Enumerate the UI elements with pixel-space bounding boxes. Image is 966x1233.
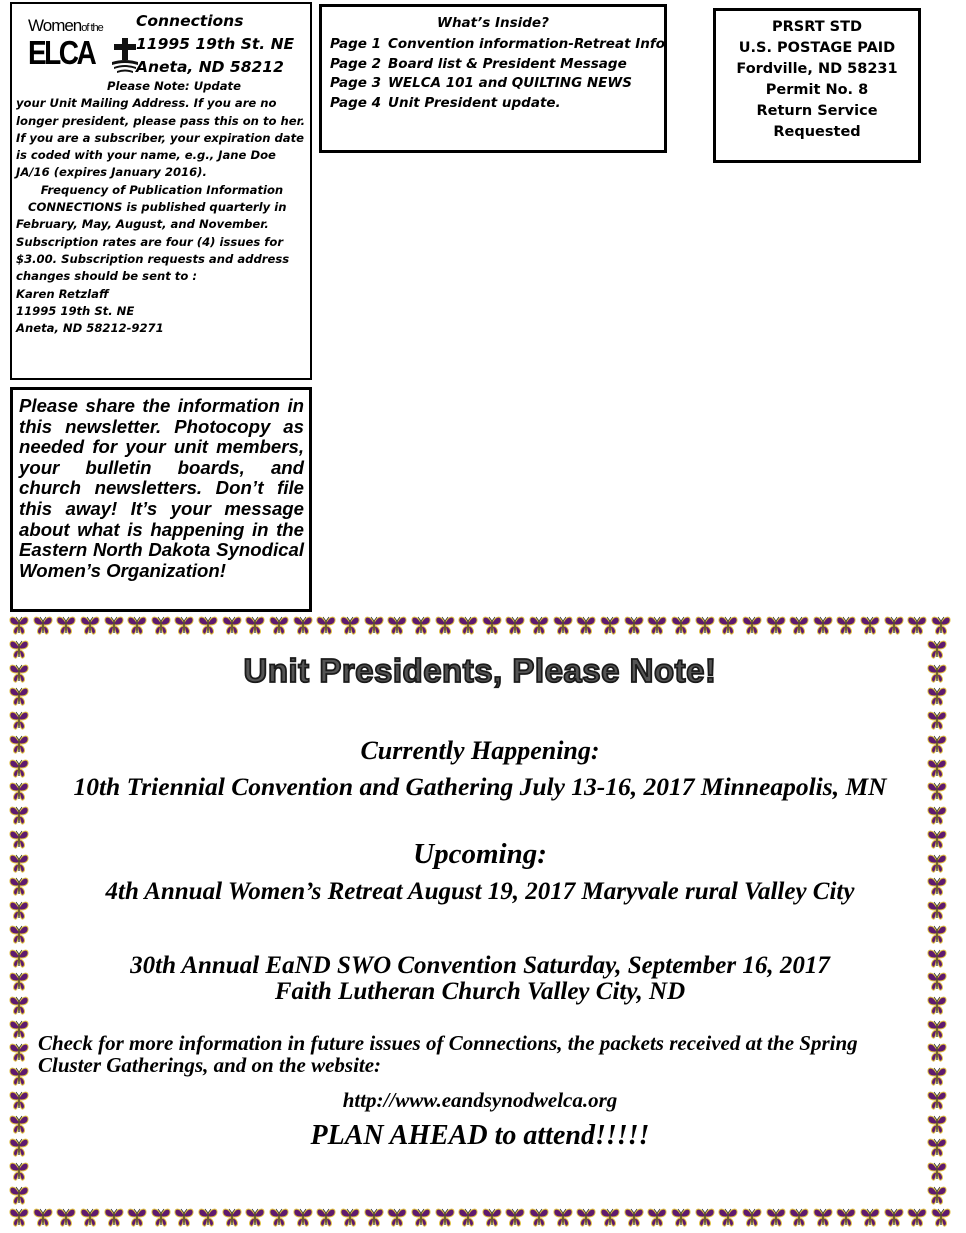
butterfly-icon (410, 614, 432, 636)
convention-event: 30th Annual EaND SWO Convention Saturday, September 16, 2017 (130, 952, 830, 979)
butterfly-icon (8, 970, 30, 992)
postage-paid: U.S. POSTAGE PAID (738, 40, 896, 56)
share-notice-text: Please share the information in this newsletter. Photocopy as needed for your unit members, your bulletin boards, and church newsletters. Don’t file this away! It’s your message about what is happening in the Eastern North Dakota Synodical Women’s Organization! (19, 395, 304, 581)
butterfly-icon (197, 614, 219, 636)
butterfly-icon (926, 662, 948, 684)
butterfly-icon (575, 1206, 597, 1228)
butterfly-icon (8, 828, 30, 850)
butterfly-icon (8, 1018, 30, 1040)
butterfly-icon (173, 614, 195, 636)
butterfly-icon (835, 614, 857, 636)
butterfly-icon (926, 828, 948, 850)
butterfly-icon (926, 1041, 948, 1063)
notice-title: Unit Presidents, Please Note! (243, 652, 717, 689)
butterfly-icon (386, 614, 408, 636)
butterfly-icon (481, 1206, 503, 1228)
butterfly-icon (646, 614, 668, 636)
butterfly-icon (788, 1206, 810, 1228)
butterfly-icon (926, 1065, 948, 1087)
postage-indicia-box (713, 8, 921, 163)
butterfly-icon (221, 1206, 243, 1228)
butterfly-icon (926, 1160, 948, 1182)
contact-address-line2: Aneta, ND 58212-9271 (16, 321, 164, 336)
butterfly-icon (79, 614, 101, 636)
butterfly-icon (79, 1206, 101, 1228)
butterfly-icon (741, 614, 763, 636)
butterfly-icon (434, 614, 456, 636)
butterfly-icon (55, 1206, 77, 1228)
butterfly-icon (599, 614, 621, 636)
butterfly-icon (268, 614, 290, 636)
frequency-heading: Frequency of Publication Information (40, 182, 284, 197)
contents-description: Board list & President Message (388, 55, 627, 72)
notice-content (38, 642, 922, 1202)
butterfly-icon (694, 614, 716, 636)
butterfly-icon (646, 1206, 668, 1228)
butterfly-icon (32, 614, 54, 636)
butterfly-icon (8, 662, 30, 684)
butterfly-icon (8, 1184, 30, 1206)
butterfly-icon (8, 685, 30, 707)
butterfly-icon (528, 1206, 550, 1228)
butterfly-icon (926, 757, 948, 779)
masthead-notice (16, 78, 308, 337)
butterfly-icon (926, 1089, 948, 1111)
contents-description: WELCA 101 and QUILTING NEWS (388, 75, 633, 91)
update-note-heading: Please Note: Update (107, 79, 241, 93)
butterfly-icon (926, 804, 948, 826)
butterfly-icon (292, 1206, 314, 1228)
butterfly-icon (623, 1206, 645, 1228)
butterfly-icon (8, 1089, 30, 1111)
contents-item (330, 55, 665, 75)
butterfly-icon (741, 1206, 763, 1228)
postage-indicia (716, 17, 918, 143)
butterfly-icon (926, 638, 948, 660)
butterfly-icon (8, 757, 30, 779)
butterfly-icon (623, 614, 645, 636)
butterfly-icon (926, 709, 948, 731)
butterfly-icon (244, 1206, 266, 1228)
butterfly-icon (926, 899, 948, 921)
masthead-address-line2: Aneta, ND 58212 (136, 58, 284, 76)
website-link[interactable]: http://www.eandsynodwelca.org (342, 1088, 618, 1112)
masthead-address-line1: 11995 19th St. NE (136, 35, 295, 53)
contents-item (330, 35, 665, 55)
butterfly-icon (8, 733, 30, 755)
whats-inside-box (319, 4, 667, 153)
butterfly-icon (575, 614, 597, 636)
convention-location: Faith Lutheran Church Valley City, ND (274, 978, 686, 1005)
butterfly-icon (150, 1206, 172, 1228)
butterfly-icon (363, 1206, 385, 1228)
butterfly-icon (926, 733, 948, 755)
butterfly-icon (8, 1206, 30, 1228)
plan-ahead-text: PLAN AHEAD to attend!!!!! (310, 1120, 650, 1151)
butterfly-icon (926, 970, 948, 992)
butterfly-icon (8, 1113, 30, 1135)
butterfly-icon (8, 1136, 30, 1158)
butterfly-icon (8, 709, 30, 731)
butterfly-icon (930, 614, 952, 636)
butterfly-icon (150, 614, 172, 636)
butterfly-icon (930, 1206, 952, 1228)
butterfly-icon (717, 1206, 739, 1228)
butterfly-icon (552, 614, 574, 636)
butterfly-icon (103, 614, 125, 636)
butterfly-icon (765, 1206, 787, 1228)
butterfly-icon (812, 1206, 834, 1228)
frequency-body: CONNECTIONS is published quarterly in February, May, August, and November. Subscription rates are four (4) issues for $3.00. Subscription requests and address changes should be sent to : (16, 200, 290, 284)
butterfly-icon (103, 1206, 125, 1228)
butterfly-icon (926, 1113, 948, 1135)
butterfly-icon (926, 685, 948, 707)
contents-page-number: Page 3 (330, 75, 382, 91)
butterfly-icon (339, 614, 361, 636)
contact-address-line1: 11995 19th St. NE (16, 303, 135, 318)
butterfly-icon (32, 1206, 54, 1228)
butterfly-icon (244, 614, 266, 636)
butterfly-icon (126, 614, 148, 636)
masthead-box (10, 2, 312, 380)
butterfly-icon (8, 852, 30, 874)
butterfly-icon (835, 1206, 857, 1228)
butterfly-icon (8, 1041, 30, 1063)
butterfly-icon (926, 1184, 948, 1206)
upcoming-heading: Upcoming: (413, 838, 547, 870)
border-bottom (8, 1206, 952, 1230)
return-service-note: Return Service Requested (756, 103, 878, 140)
butterfly-icon (386, 1206, 408, 1228)
contents-description: Convention information-Retreat Info (388, 36, 666, 52)
butterfly-icon (883, 1206, 905, 1228)
whats-inside-title: What’s Inside? (437, 15, 549, 31)
butterfly-icon (859, 1206, 881, 1228)
contents-description: Unit President update. (388, 94, 561, 111)
butterfly-icon (504, 614, 526, 636)
border-right (926, 638, 952, 1206)
butterfly-icon (8, 947, 30, 969)
butterfly-icon (926, 1018, 948, 1040)
update-note-body: your Unit Mailing Address. If you are no longer president, please pass this on to her. If you are a subscriber, your expiration date is coded with your name, e.g., Jane Doe JA/16 (expires January 2016). (16, 96, 306, 180)
butterfly-icon (765, 614, 787, 636)
butterfly-icon (457, 1206, 479, 1228)
butterfly-icon (599, 1206, 621, 1228)
contents-page-number: Page 1 (330, 36, 382, 52)
butterfly-icon (717, 614, 739, 636)
logo-text-elca: ELCA (28, 34, 95, 71)
butterfly-icon (8, 780, 30, 802)
butterfly-icon (883, 614, 905, 636)
elca-logo (28, 14, 138, 82)
butterfly-icon (670, 1206, 692, 1228)
butterfly-icon (8, 1065, 30, 1087)
butterfly-icon (694, 1206, 716, 1228)
butterfly-icon (906, 1206, 928, 1228)
butterfly-icon (197, 1206, 219, 1228)
masthead-address (136, 10, 294, 79)
contents-list (330, 35, 665, 113)
butterfly-icon (8, 875, 30, 897)
border-top (8, 614, 952, 638)
butterfly-icon (926, 852, 948, 874)
butterfly-icon (481, 614, 503, 636)
butterfly-icon (926, 1136, 948, 1158)
butterfly-icon (8, 1160, 30, 1182)
butterfly-icon (315, 1206, 337, 1228)
postage-permit: Permit No. 8 (765, 82, 869, 98)
butterfly-icon (292, 614, 314, 636)
butterfly-icon (8, 614, 30, 636)
butterfly-icon (926, 947, 948, 969)
more-info-text: Check for more information in future issues of Connections, the packets received at the Spring Cluster Gatherings, and on the website: (38, 1031, 858, 1077)
butterfly-icon (670, 614, 692, 636)
butterfly-icon (552, 1206, 574, 1228)
butterfly-icon (859, 614, 881, 636)
current-event: 10th Triennial Convention and Gathering July 13-16, 2017 Minneapolis, MN (73, 772, 887, 801)
postage-city: Fordville, ND 58231 (736, 61, 898, 77)
butterfly-icon (926, 875, 948, 897)
butterfly-icon (788, 614, 810, 636)
butterfly-icon (926, 923, 948, 945)
butterfly-icon (8, 899, 30, 921)
butterfly-icon (126, 1206, 148, 1228)
butterfly-icon (906, 614, 928, 636)
butterfly-icon (926, 994, 948, 1016)
butterfly-icon (8, 804, 30, 826)
contents-item (330, 94, 665, 114)
butterfly-icon (221, 614, 243, 636)
butterfly-icon (268, 1206, 290, 1228)
butterfly-border-frame (8, 614, 952, 1230)
butterfly-icon (457, 614, 479, 636)
butterfly-icon (926, 780, 948, 802)
postage-class: PRSRT STD (771, 19, 863, 35)
butterfly-icon (363, 614, 385, 636)
butterfly-icon (504, 1206, 526, 1228)
border-left (8, 638, 34, 1206)
contents-item (330, 74, 665, 94)
contents-page-number: Page 4 (330, 94, 382, 111)
publication-name: Connections (136, 12, 244, 30)
butterfly-icon (528, 614, 550, 636)
butterfly-icon (8, 638, 30, 660)
butterfly-icon (434, 1206, 456, 1228)
butterfly-icon (8, 994, 30, 1016)
butterfly-icon (55, 614, 77, 636)
current-heading: Currently Happening: (360, 736, 600, 765)
butterfly-icon (315, 614, 337, 636)
retreat-event: 4th Annual Women’s Retreat August 19, 2017 Maryvale rural Valley City (105, 878, 855, 905)
butterfly-icon (339, 1206, 361, 1228)
logo-text-of-the: of the (81, 22, 103, 34)
share-notice-box (10, 387, 312, 612)
cross-icon (112, 38, 138, 74)
butterfly-icon (173, 1206, 195, 1228)
contents-page-number: Page 2 (330, 55, 382, 72)
logo-text-women: Women (28, 16, 82, 35)
butterfly-icon (410, 1206, 432, 1228)
butterfly-icon (8, 923, 30, 945)
butterfly-icon (812, 614, 834, 636)
contact-name: Karen Retzlaff (16, 286, 109, 301)
